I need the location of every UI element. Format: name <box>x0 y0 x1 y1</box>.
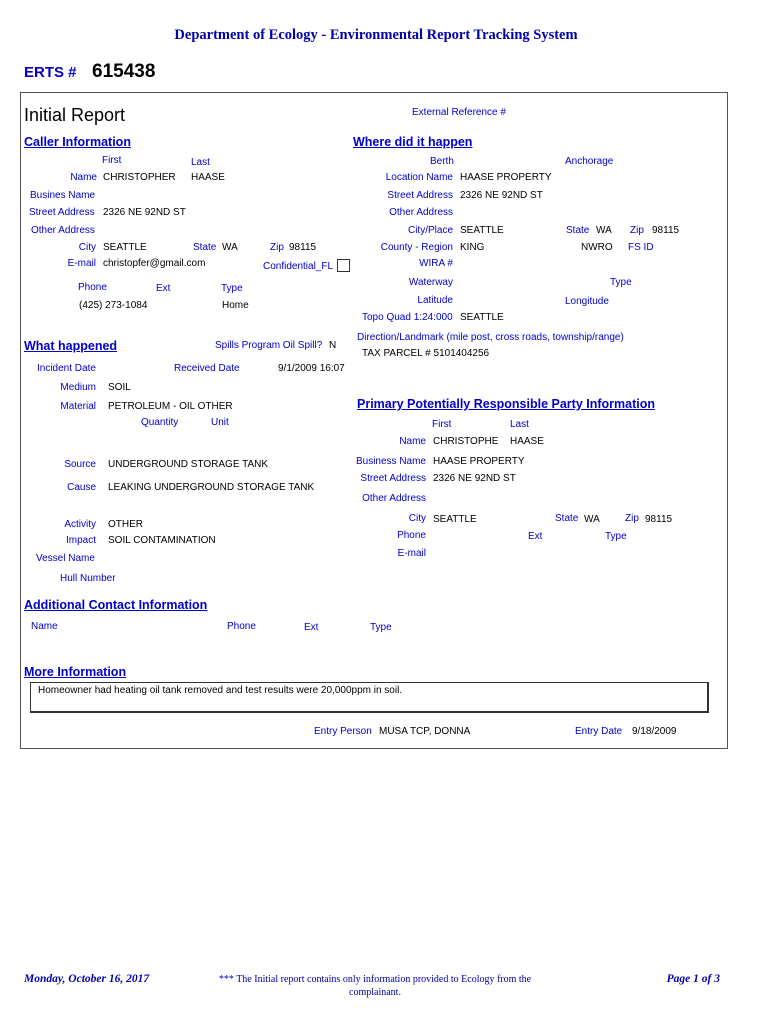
caller-state: WA <box>222 242 238 253</box>
caller-business-name-label: Busines Name <box>30 190 96 201</box>
received-date-label: Received Date <box>174 363 240 374</box>
ppr-city: SEATTLE <box>433 514 477 525</box>
topo-quad-label: Topo Quad 1:24:000 <box>362 312 453 323</box>
entry-person: MUSA TCP, DONNA <box>379 726 471 737</box>
ppr-name-label: Name <box>399 436 426 447</box>
location-name: HAASE PROPERTY <box>460 172 552 183</box>
erts-label: ERTS # <box>24 64 77 81</box>
anchorage-label: Anchorage <box>565 156 614 167</box>
additional-ext-label: Ext <box>304 622 319 633</box>
footer-date: Monday, October 16, 2017 <box>24 973 150 985</box>
medium: SOIL <box>108 382 131 393</box>
ppr-phone-label: Phone <box>397 530 426 541</box>
ppr-street-label: Street Address <box>360 473 426 484</box>
ppr-state-label: State <box>555 513 579 524</box>
hull-number-label: Hull Number <box>60 573 116 584</box>
ppr-city-label: City <box>408 513 426 524</box>
waterway-type-label: Type <box>610 277 632 288</box>
caller-first-name: CHRISTOPHER <box>103 172 176 183</box>
ppr-zip: 98115 <box>645 514 673 525</box>
location-street: 2326 NE 92ND ST <box>460 190 543 201</box>
document-title: Department of Ecology - Environmental Report Tracking System <box>174 27 578 43</box>
vessel-name-label: Vessel Name <box>36 553 95 564</box>
ppr-business-name: HAASE PROPERTY <box>433 456 525 467</box>
direction-landmark: TAX PARCEL # 5101404256 <box>362 348 490 359</box>
additional-type-label: Type <box>370 622 392 633</box>
topo-quad: SEATTLE <box>460 312 504 323</box>
location-state-label: State <box>566 225 590 236</box>
location-state: WA <box>596 225 612 236</box>
ppr-state: WA <box>584 514 600 525</box>
footer-note-line-1: *** The Initial report contains only information provided to Ecology from the <box>218 974 532 985</box>
external-reference-label: External Reference # <box>412 107 506 118</box>
caller-phone-label: Phone <box>78 282 107 293</box>
page-number: Page 1 of 3 <box>666 973 720 985</box>
caller-city-label: City <box>78 242 96 253</box>
location-zip: 98115 <box>652 225 680 236</box>
ppr-last-label: Last <box>510 419 529 430</box>
additional-phone-label: Phone <box>227 621 256 632</box>
erts-number: 615438 <box>92 61 156 82</box>
caller-state-label: State <box>193 242 217 253</box>
longitude-label: Longitude <box>565 296 609 307</box>
direction-landmark-label: Direction/Landmark (mile post, cross roads, township/range) <box>357 332 624 343</box>
caller-last-name: HAASE <box>191 172 225 183</box>
ppr-type-label: Type <box>605 531 627 542</box>
location-section-title: Where did it happen <box>353 135 473 149</box>
caller-phone-type: Home <box>222 300 249 311</box>
ppr-ext-label: Ext <box>528 531 543 542</box>
caller-section-title: Caller Information <box>24 135 131 149</box>
ppr-business-name-label: Business Name <box>355 456 426 467</box>
received-date: 9/1/2009 16:07 <box>278 363 345 374</box>
county-region-label: County - Region <box>380 242 453 253</box>
more-info-text: Homeowner had heating oil tank removed and test results were 20,000ppm in soil. <box>38 685 403 696</box>
latitude-label: Latitude <box>417 295 453 306</box>
additional-contact-section-title: Additional Contact Information <box>24 598 208 612</box>
unit-label: Unit <box>211 417 229 428</box>
waterway-label: Waterway <box>408 277 453 288</box>
entry-date: 9/18/2009 <box>632 726 677 737</box>
entry-date-label: Entry Date <box>575 726 623 737</box>
impact-label: Impact <box>65 535 96 546</box>
caller-other-address-label: Other Address <box>31 225 95 236</box>
incident-date-label: Incident Date <box>37 363 96 374</box>
ppr-last-name: HAASE <box>510 436 544 447</box>
cause-label: Cause <box>67 482 96 493</box>
caller-email-label: E-mail <box>67 258 96 269</box>
caller-zip: 98115 <box>289 242 317 253</box>
caller-city: SEATTLE <box>103 242 147 253</box>
quantity-label: Quantity <box>141 417 179 428</box>
location-other-address-label: Other Address <box>389 207 453 218</box>
location-zip-label: Zip <box>630 225 644 236</box>
ppr-first-label: First <box>432 419 452 430</box>
fs-id-label: FS ID <box>628 242 654 253</box>
caller-street-label: Street Address <box>29 207 95 218</box>
more-info-section-title: More Information <box>24 665 127 679</box>
caller-phone: (425) 273-1084 <box>79 300 148 311</box>
caller-first-label: First <box>102 155 122 166</box>
medium-label: Medium <box>60 382 96 393</box>
impact: SOIL CONTAMINATION <box>108 535 216 546</box>
caller-ext-label: Ext <box>156 283 171 294</box>
county: KING <box>460 242 485 253</box>
ppr-first-name: CHRISTOPHE <box>433 436 499 447</box>
caller-name-label: Name <box>70 172 97 183</box>
location-name-label: Location Name <box>385 172 453 183</box>
confidential-label: Confidential_FL <box>263 261 334 272</box>
spills-program-label: Spills Program Oil Spill? <box>215 340 323 351</box>
ppr-section-title: Primary Potentially Responsible Party Information <box>357 397 655 411</box>
ppr-zip-label: Zip <box>625 513 639 524</box>
cause: LEAKING UNDERGROUND STORAGE TANK <box>108 482 315 493</box>
entry-person-label: Entry Person <box>314 726 372 737</box>
location-street-label: Street Address <box>387 190 453 201</box>
report-title: Initial Report <box>24 105 126 125</box>
footer-note-line-2: complainant. <box>349 987 401 998</box>
city-place-label: City/Place <box>407 225 453 236</box>
source-label: Source <box>64 459 96 470</box>
ppr-other-address-label: Other Address <box>362 493 426 504</box>
location-city: SEATTLE <box>460 225 504 236</box>
caller-email: christopfer@gmail.com <box>103 258 206 269</box>
spills-program-value: N <box>329 340 337 351</box>
caller-type-label: Type <box>221 283 243 294</box>
region: NWRO <box>581 242 613 253</box>
activity: OTHER <box>108 519 143 530</box>
caller-zip-label: Zip <box>270 242 284 253</box>
berth-label: Berth <box>430 156 454 167</box>
material-label: Material <box>60 401 96 412</box>
source: UNDERGROUND STORAGE TANK <box>108 459 269 470</box>
caller-last-label: Last <box>191 157 210 168</box>
ppr-street: 2326 NE 92ND ST <box>433 473 516 484</box>
additional-name-label: Name <box>31 621 58 632</box>
ppr-email-label: E-mail <box>397 548 426 559</box>
wria-label: WIRA # <box>419 258 453 269</box>
caller-street: 2326 NE 92ND ST <box>103 207 186 218</box>
activity-label: Activity <box>64 519 96 530</box>
material: PETROLEUM - OIL OTHER <box>108 401 233 412</box>
what-happened-section-title: What happened <box>24 339 118 353</box>
